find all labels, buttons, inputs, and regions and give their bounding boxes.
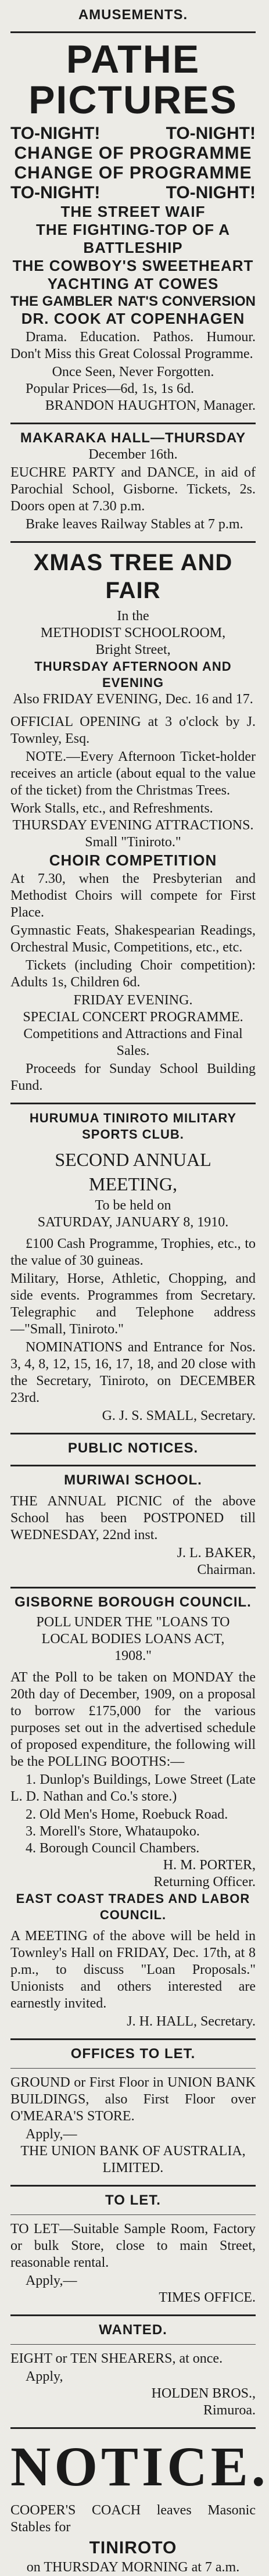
makaraka-advert bbox=[10, 430, 256, 533]
feature-4: YACHTING AT COWES bbox=[47, 275, 219, 292]
tonight-right: TO-NIGHT! bbox=[166, 124, 256, 143]
hurumua-date: SATURDAY, JANUARY 8, 1910. bbox=[37, 1215, 229, 1230]
xmas-advert bbox=[10, 549, 256, 1094]
east-coast-notice bbox=[10, 1891, 256, 2030]
hurumua-body2: Military, Horse, Athletic, Chopping, and side events. Programmes from Secretary. Telegraphic and Telephone address—"Small, Tiniroto." bbox=[10, 1271, 256, 1337]
to-let-apply: Apply,— bbox=[26, 2273, 77, 2288]
xmas-venue: METHODIST SCHOOLROOM, bbox=[40, 625, 226, 641]
feature-3: THE COWBOY'S SWEETHEART bbox=[12, 257, 254, 274]
tonight-left: TO-NIGHT! bbox=[10, 124, 101, 143]
divider bbox=[10, 2214, 256, 2215]
muriwai-body: THE ANNUAL PICNIC of the above School has been POSTPONED till WEDNESDAY, 22nd inst. bbox=[10, 1494, 256, 1543]
xmas-opening: OFFICIAL OPENING at 3 o'clock by J. Townley, Esq. bbox=[10, 714, 256, 746]
xmas-special: SPECIAL CONCERT PROGRAMME. bbox=[23, 1010, 243, 1025]
gisborne-heading: GISBORNE BOROUGH COUNCIL. bbox=[15, 1594, 252, 1610]
wanted-heading: WANTED. bbox=[99, 2322, 167, 2338]
divider bbox=[10, 1103, 256, 1104]
divider bbox=[10, 2185, 256, 2187]
to-let-times: TIMES OFFICE. bbox=[159, 2290, 256, 2305]
hurumua-to-be: To be held on bbox=[95, 1198, 171, 1213]
divider bbox=[10, 541, 256, 543]
hurumua-advert bbox=[10, 1110, 256, 1425]
east-coast-sig: J. H. HALL, Secretary. bbox=[127, 2014, 256, 2029]
divider bbox=[10, 2038, 256, 2040]
xmas-also: Also FRIDAY EVENING, Dec. 16 and 17. bbox=[13, 692, 253, 707]
hurumua-body1: £100 Cash Programme, Trophies, etc., to the value of 30 guineas. bbox=[10, 1236, 256, 1268]
cook-title: DR. COOK AT COPENHAGEN bbox=[21, 310, 245, 327]
muriwai-sig2: Chairman. bbox=[197, 1562, 256, 1577]
hurumua-sig: G. J. S. SMALL, Secretary. bbox=[102, 1408, 256, 1423]
hurumua-heading: HURUMUA TINIROTO MILITARY SPORTS CLUB. bbox=[29, 1111, 237, 1142]
amusements-heading: AMUSEMENTS. bbox=[78, 7, 188, 23]
notice-heading: NOTICE. bbox=[10, 2435, 269, 2498]
makaraka-date: December 16th. bbox=[88, 447, 178, 462]
divider bbox=[10, 1465, 256, 1466]
gambler-row bbox=[10, 293, 256, 310]
xmas-finals: Competitions and Attractions and Final Sales. bbox=[23, 1026, 243, 1058]
pathe-body: Drama. Education. Pathos. Humour. Don't Miss this Great Colossal Programme. bbox=[10, 330, 256, 362]
gisborne-sub2: LOCAL BODIES LOANS ACT, bbox=[41, 1632, 225, 1647]
gisborne-sub1: POLL UNDER THE "LOANS TO bbox=[36, 1615, 230, 1630]
divider bbox=[10, 1433, 256, 1434]
xmas-in-the: In the bbox=[117, 609, 149, 624]
xmas-choir: CHOIR COMPETITION bbox=[49, 851, 217, 869]
change-programme-2: CHANGE OF PROGRAMME bbox=[14, 163, 252, 183]
change-programme-1: CHANGE OF PROGRAMME bbox=[14, 144, 252, 163]
notice-body: COOPER'S COACH leaves Masonic Stables for bbox=[10, 2503, 256, 2535]
xmas-proceeds: Proceeds for Sunday School Building Fund. bbox=[10, 1061, 256, 1093]
muriwai-sig1: J. L. BAKER, bbox=[177, 1545, 256, 1561]
wanted-body: EIGHT or TEN SHEARERS, at once. bbox=[10, 2351, 223, 2366]
xmas-gymnastic: Gymnastic Feats, Shakespearian Readings, Orchestral Music, Competitions, etc., etc. bbox=[10, 923, 256, 955]
conversion-title: NAT'S CONVERSION bbox=[117, 294, 256, 309]
wanted-apply: Apply, bbox=[26, 2369, 63, 2384]
booth-3: 3. Morell's Store, Whataupoko. bbox=[26, 1824, 200, 1839]
feature-1: THE STREET WAIF bbox=[60, 203, 206, 220]
pathe-never: Once Seen, Never Forgotten. bbox=[52, 364, 214, 380]
makaraka-body: EUCHRE PARTY and DANCE, in aid of Parochial School, Gisborne. Tickets, 2s. Doors open at 7.30 p.m. bbox=[10, 465, 256, 514]
booth-4: 4. Borough Council Chambers. bbox=[26, 1841, 200, 1856]
booth-1: 1. Dunlop's Buildings, Lowe Street (Late L. D. Nathan and Co.'s store.) bbox=[10, 1772, 256, 1804]
to-let-heading: TO LET. bbox=[105, 2192, 161, 2208]
tonight-row-2 bbox=[10, 183, 256, 203]
gisborne-body: AT the Poll to be taken on MONDAY the 20th day of December, 1909, on a proposal to borrow £175,000 for the various purposes set out in the advertised schedule of proposed expenditure, the following will be the POLLING BOOTHS:— bbox=[10, 1670, 256, 1769]
makaraka-brake: Brake leaves Railway Stables at 7 p.m. bbox=[26, 517, 243, 532]
offices-bank: THE UNION BANK OF AUSTRALIA, LIMITED. bbox=[20, 2144, 246, 2176]
gisborne-sig1: H. M. PORTER, bbox=[163, 1858, 256, 1873]
xmas-days: THURSDAY AFTERNOON AND EVENING bbox=[34, 659, 232, 690]
wanted-holden: HOLDEN BROS., bbox=[151, 2386, 256, 2401]
gisborne-notice bbox=[10, 1594, 256, 1891]
divider bbox=[10, 2314, 256, 2316]
xmas-heading: XMAS TREE AND FAIR bbox=[33, 550, 233, 603]
notice-when: on THURSDAY MORNING at 7 a.m. bbox=[26, 2560, 240, 2575]
makaraka-heading: MAKARAKA HALL—THURSDAY bbox=[20, 430, 246, 446]
xmas-tickets: Tickets (including Choir competition): Adults 1s, Children 6d. bbox=[10, 958, 256, 990]
offices-heading: OFFICES TO LET. bbox=[70, 2046, 196, 2062]
divider bbox=[10, 2344, 256, 2345]
tonight-row bbox=[10, 124, 256, 144]
xmas-tiniroto: Small "Tiniroto." bbox=[85, 835, 181, 850]
pathe-manager: BRANDON HAUGHTON, Manager. bbox=[45, 398, 256, 413]
divider bbox=[10, 31, 256, 33]
east-coast-body: A MEETING of the above will be held in Townley's Hall on FRIDAY, Dec. 17th, at 8 p.m., to discuss "Loan Proposals." Unionists and others interested are earnestly invited. bbox=[10, 1929, 256, 2011]
pathe-prices: Popular Prices—6d, 1s, 1s 6d. bbox=[26, 381, 194, 396]
offices-apply: Apply,— bbox=[26, 2127, 77, 2142]
gambler-title: THE GAMBLER bbox=[10, 294, 113, 309]
booth-2: 2. Old Men's Home, Roebuck Road. bbox=[26, 1807, 228, 1822]
public-notices-heading: PUBLIC NOTICES. bbox=[67, 1440, 199, 1456]
hurumua-second: SECOND ANNUAL MEETING, bbox=[55, 1149, 211, 1194]
xmas-street: Bright Street, bbox=[95, 642, 171, 657]
east-coast-heading: EAST COAST TRADES AND LABOR COUNCIL. bbox=[16, 1891, 250, 1922]
xmas-choir-body: At 7.30, when the Presbyterian and Methodist Choirs will compete for First Place. bbox=[10, 871, 256, 920]
pathe-advert bbox=[10, 39, 256, 414]
wanted-rimuroa: Rimuroa. bbox=[203, 2403, 256, 2418]
divider bbox=[10, 2068, 256, 2069]
muriwai-heading: MURIWAI SCHOOL. bbox=[64, 1472, 202, 1488]
divider bbox=[10, 1587, 256, 1588]
xmas-thursday: THURSDAY EVENING ATTRACTIONS. bbox=[12, 818, 254, 833]
pathe-title: PATHE PICTURES bbox=[28, 37, 238, 122]
hurumua-body3: NOMINATIONS and Entrance for Nos. 3, 4, 8, 12, 15, 16, 17, 18, and 20 close with the Secretary, Tiniroto, on DECEMBER 23rd. bbox=[10, 1340, 256, 1405]
gisborne-sig2: Returning Officer. bbox=[153, 1874, 256, 1890]
gisborne-sub3: 1908." bbox=[114, 1648, 152, 1663]
divider bbox=[10, 2427, 256, 2429]
feature-2: THE FIGHTING-TOP OF A BATTLESHIP bbox=[36, 221, 230, 256]
xmas-friday: FRIDAY EVENING. bbox=[73, 993, 193, 1008]
xmas-stalls: Work Stalls, etc., and Refreshments. bbox=[10, 801, 213, 816]
tonight-left-2: TO-NIGHT! bbox=[10, 183, 101, 202]
divider bbox=[10, 423, 256, 424]
tonight-right-2: TO-NIGHT! bbox=[166, 183, 256, 202]
offices-body: GROUND or First Floor in UNION BANK BUILDINGS, also First Floor over O'MEARA'S STORE. bbox=[10, 2075, 256, 2124]
muriwai-notice bbox=[10, 1472, 256, 1579]
to-let-body: TO LET—Suitable Sample Room, Factory or bulk Store, close to main Street, reasonable rental. bbox=[10, 2221, 256, 2270]
xmas-note: NOTE.—Every Afternoon Ticket-holder receives an article (about equal to the value of the ticket) from the Christmas Trees. bbox=[10, 749, 256, 798]
notice-dest: TINIROTO bbox=[89, 2538, 177, 2557]
